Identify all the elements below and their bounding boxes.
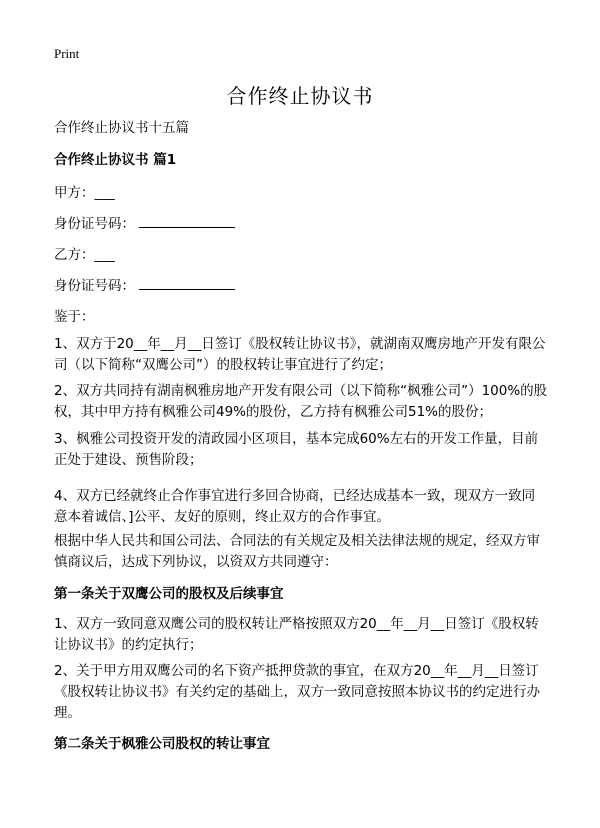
paragraph-2: 2、双方共同持有湖南枫雅房地产开发有限公司（以下简称“枫雅公司”）100%的股权，其中甲方持有枫雅公司49%的股份，乙方持有枫雅公司51%的股份；: [54, 383, 548, 420]
article-1-paragraph-2: 2、关于甲方用双鹰公司的名下资产抵押贷款的事宜，在双方20__年__月__日签订《股权转让协议书》有关约定的基础上，双方一致同意按照本协议书的约定进行办理。: [54, 663, 540, 721]
print-label[interactable]: Print: [54, 46, 80, 61]
id-b-label: 身份证号码：: [54, 278, 135, 294]
id-b-line: [54, 276, 548, 297]
id-a-label: 身份证号码：: [54, 216, 135, 232]
article-1-heading: 第一条关于双鹰公司的股权及后续事宜: [54, 586, 284, 602]
id-b-blank: [139, 277, 235, 290]
party-b-line: 乙方：___: [54, 247, 115, 263]
id-a-blank: [139, 215, 235, 228]
article-1-paragraph-1: 1、双方一致同意双鹰公司的股权转让严格按照双方20__年__月__日签订《股权转让协议书》的约定执行；: [54, 616, 539, 653]
paragraph-5: 根据中华人民共和国公司法、合同法的有关规定及相关法律法规的规定，经双方审慎商议后，达成下列协议，以资双方共同遵守：: [54, 533, 540, 570]
whereas-label: 鉴于：: [54, 309, 95, 325]
id-a-line: [54, 214, 548, 235]
paragraph-1: 1、双方于20__年__月__日签订《股权转让协议书》，就湖南双鹰房地产开发有限公司（以下简称“双鹰公司”）的股权转让事宜进行了约定；: [54, 336, 546, 373]
article-2-heading: 第二条关于枫雅公司股权的转让事宜: [54, 736, 270, 752]
party-a-line: 甲方：___: [54, 185, 115, 201]
document-title: 合作终止协议书: [226, 84, 374, 108]
paragraph-4: 4、双方已经就终止合作事宜进行多回合协商，已经达成基本一致，现双方一致同意本着诚信、]公平、友好的原则，终止双方的合作事宜。: [54, 488, 536, 525]
paragraph-3: 3、枫雅公司投资开发的清政园小区项目，基本完成60%左右的开发工作量，目前正处于建设、预售阶段；: [54, 431, 539, 468]
section-heading: 合作终止协议书 篇1: [54, 152, 177, 168]
document-subtitle: 合作终止协议书十五篇: [54, 120, 189, 136]
